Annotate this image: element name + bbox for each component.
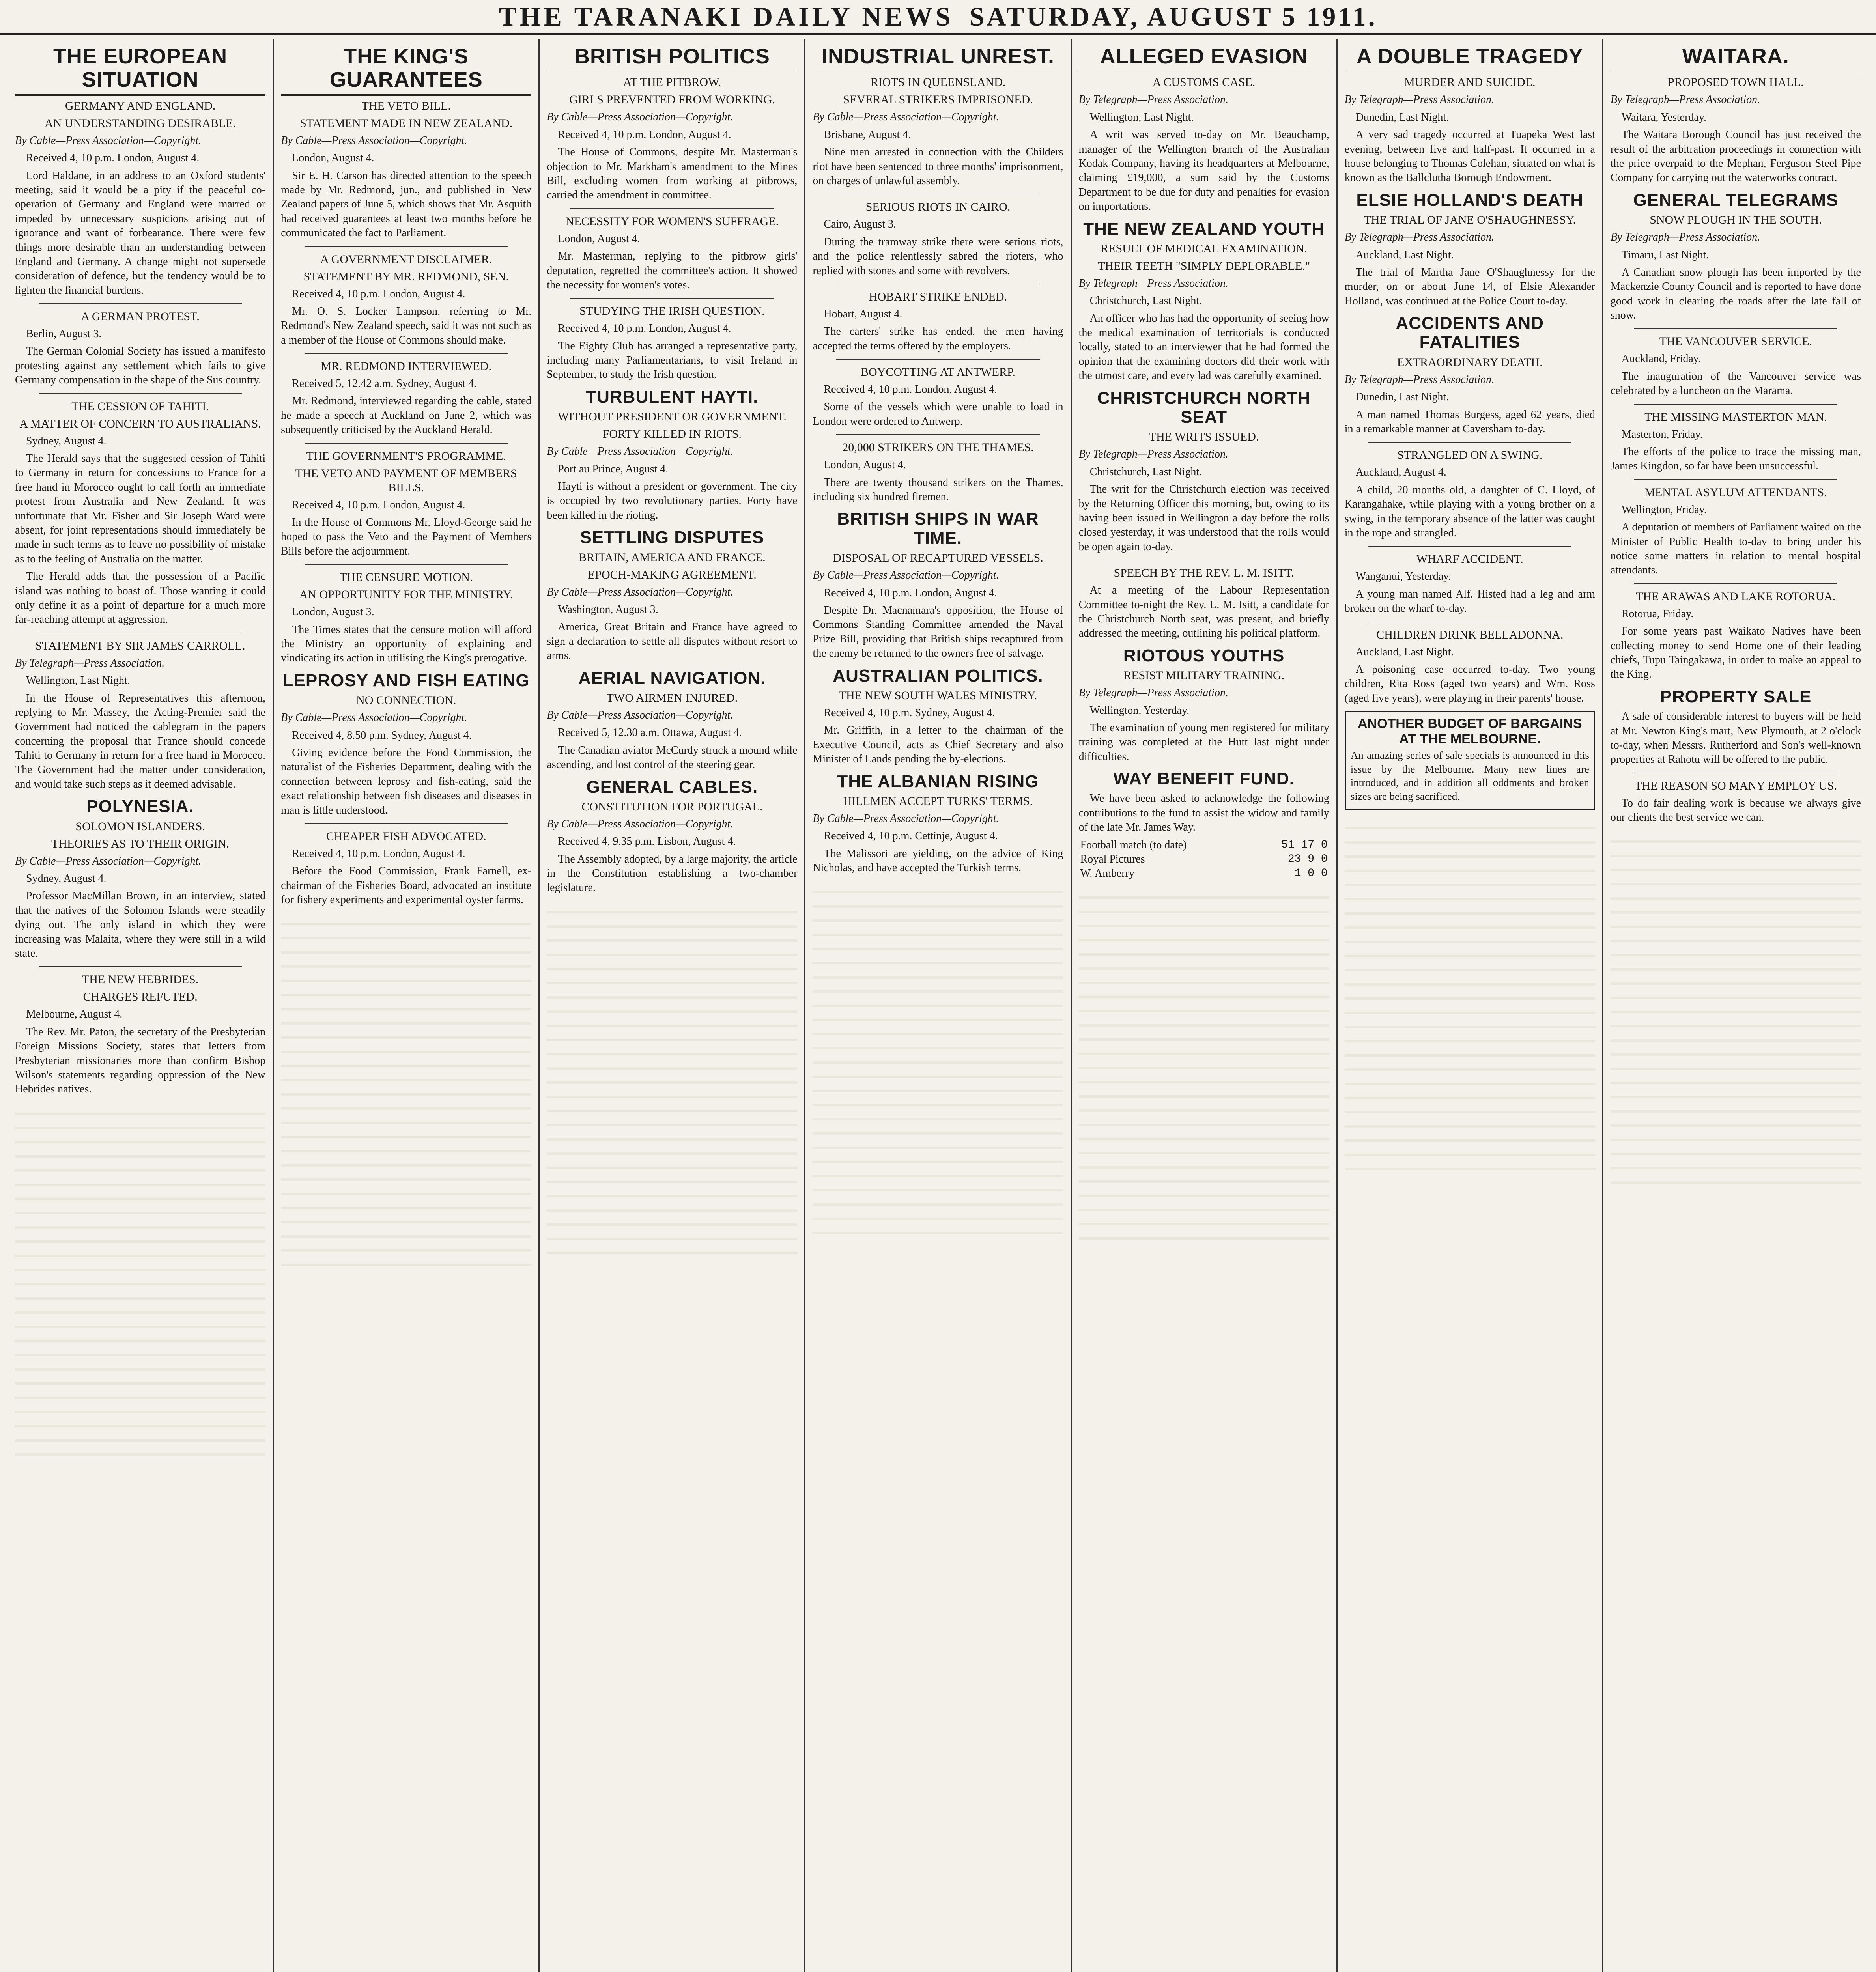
column-3 — [540, 39, 805, 1972]
article-subheading: THE WRITS ISSUED. — [1149, 430, 1259, 444]
article-paragraph: London, August 4. — [292, 152, 374, 164]
article-subheading: MR. REDMOND INTERVIEWED. — [321, 360, 491, 373]
article-subheading: THE VETO AND PAYMENT OF MEMBERS BILLS. — [295, 467, 517, 494]
article — [1611, 404, 1861, 474]
article-subheading: THE NEW HEBRIDES. — [82, 973, 199, 986]
article-headline: BRITISH POLITICS — [547, 45, 797, 72]
article-subheading: SERIOUS RIOTS IN CAIRO. — [865, 200, 1011, 214]
article — [281, 443, 531, 559]
article-paragraph: London, August 3. — [292, 606, 374, 618]
article-headline: ACCIDENTS AND FATALITIES — [1396, 314, 1544, 352]
article-byline: By Telegraph—Press Association. — [1344, 93, 1495, 106]
article — [1611, 45, 1861, 185]
article-paragraph: The Assembly adopted, by a large majority, the article in the Constitution establishing a two-chamber legislature. — [547, 853, 798, 894]
article-paragraph: A young man named Alf. Histed had a leg and arm broken on the wharf to-day. — [1344, 588, 1595, 615]
article-headline: WAY BENEFIT FUND. — [1113, 769, 1295, 789]
article — [281, 671, 531, 818]
article-paragraph: Hayti is without a president or government. The city is occupied by two revolutionary parties. Forty have been killed in the rioting. — [547, 480, 798, 521]
article-headline: WAITARA. — [1611, 45, 1861, 72]
article-byline: By Telegraph—Press Association. — [15, 657, 165, 669]
advertisement — [1345, 711, 1595, 810]
article-subheading: STATEMENT MADE IN NEW ZEALAND. — [300, 116, 513, 130]
article-subheading: GIRLS PREVENTED FROM WORKING. — [569, 93, 775, 106]
dense-text-block — [547, 899, 797, 1254]
article-paragraph: Wellington, Last Night. — [1089, 111, 1194, 123]
article-paragraph: Melbourne, August 4. — [26, 1008, 123, 1021]
article-headline: THE KING'S GUARANTEES — [281, 45, 531, 96]
article — [15, 303, 265, 388]
article — [15, 633, 265, 792]
column-1 — [8, 39, 274, 1972]
article-paragraph: London, August 4. — [824, 459, 906, 471]
article — [1611, 191, 1861, 323]
article-subheading: DISPOSAL OF RECAPTURED VESSELS. — [833, 551, 1043, 565]
column-2 — [274, 39, 540, 1972]
article-paragraph: Lord Haldane, in an address to an Oxford students' meeting, said it would be a pity if the peaceful co-operation of Germany and England were marred or impeded by unnecessary suspicions arising out of ignorance and want of forbearance. There were few things more desirable than an understanding between England and Germany. A change might not supersede consideration of defence, but the tendency would be to lighten the financial burdens. — [15, 169, 266, 297]
article-subheading: SNOW PLOUGH IN THE SOUTH. — [1650, 213, 1822, 227]
article — [1611, 773, 1861, 825]
article-headline: TURBULENT HAYTI. — [586, 387, 759, 407]
table-row — [1079, 852, 1329, 866]
article-paragraph: Auckland, Last Night. — [1355, 646, 1454, 658]
article-paragraph: The writ for the Christchurch election was received by the Returning Officer this morning, but, owing to its having been issued in Wellington a day before the rolls closed yesterday, it was understood that the rolls would be open again to-day. — [1078, 483, 1329, 553]
article-paragraph: Washington, August 3. — [558, 603, 658, 616]
section-divider — [1368, 546, 1571, 547]
article-headline: THE EUROPEAN SITUATION — [15, 45, 265, 96]
article — [15, 797, 265, 961]
article-subheading: A GOVERNMENT DISCLAIMER. — [320, 252, 492, 266]
section-divider — [305, 246, 508, 247]
article-paragraph: To do fair dealing work is because we always give our clients the best service we can. — [1610, 797, 1861, 824]
article-subheading: STRANGLED ON A SWING. — [1397, 448, 1543, 462]
article-subheading: THE VANCOUVER SERVICE. — [1659, 335, 1812, 348]
article-paragraph: Wellington, Yesterday. — [1089, 704, 1190, 717]
article — [813, 194, 1063, 278]
article — [15, 393, 265, 627]
article — [281, 246, 531, 348]
article-paragraph: A poisoning case occurred to-day. Two young children, Rita Ross (aged two years) and Wm. Ross (aged five years), were playing in their parents' house. — [1344, 663, 1595, 704]
article-paragraph: Received 4, 10 p.m. London, August 4. — [292, 288, 465, 300]
article — [1345, 442, 1595, 540]
article-paragraph: A deputation of members of Parliament waited on the Minister of Public Health to-day to bring under his notice some matters in relation to mental hospital attendants. — [1610, 521, 1861, 577]
article-subheading: HILLMEN ACCEPT TURKS' TERMS. — [843, 794, 1033, 808]
article-paragraph: Mr. Masterman, replying to the pitbrow girls' deputation, regretted the committee's action. It showed the necessity for women's votes. — [547, 250, 798, 291]
article — [813, 45, 1063, 188]
article-subheading: THE MISSING MASTERTON MAN. — [1644, 410, 1827, 424]
article-paragraph: Giving evidence before the Food Commission, the naturalist of the Fisheries Department, dealing with the connection between leprosy and fish-eating, said the exact relationship between fish diseases and diseases in man is little understood. — [281, 746, 532, 816]
article-subheading: THE TRIAL OF JANE O'SHAUGHNESSY. — [1364, 213, 1576, 227]
article — [281, 45, 531, 241]
fund-amount: 51 17 0 — [1281, 839, 1328, 852]
article-paragraph: An officer who has had the opportunity of seeing how the medical examination of territorials is conducted locally, stated to an interviewer that he had formed the opinion that the examining doctors did their work with the utmost care, and every lad was carefully examined. — [1078, 312, 1329, 382]
table-row — [1079, 838, 1329, 852]
article-paragraph: The Canadian aviator McCurdy struck a mound while ascending, and lost control of the steering gear. — [547, 744, 798, 771]
article-headline: BRITISH SHIPS IN WAR TIME. — [837, 509, 1039, 548]
article-paragraph: Timaru, Last Night. — [1621, 248, 1709, 261]
article-paragraph: Received 4, 9.35 p.m. Lisbon, August 4. — [558, 835, 736, 848]
article — [813, 667, 1063, 767]
article-paragraph: A sale of considerable interest to buyers will be held at Mr. Newton King's mart, New Plymouth, at 2 o'clock to-day, when Messrs. Rutherford and Son's well-known properties at Rahotu will be offered to the public. — [1610, 710, 1861, 766]
article-subheading: AN OPPORTUNITY FOR THE MINISTRY. — [299, 588, 513, 601]
article — [1345, 45, 1595, 185]
article-subheading: STATEMENT BY SIR JAMES CARROLL. — [35, 639, 245, 652]
column-7 — [1603, 39, 1868, 1972]
article-paragraph: Hobart, August 4. — [824, 308, 902, 320]
article-byline: By Telegraph—Press Association. — [1610, 93, 1760, 106]
article-subheading: TWO AIRMEN INJURED. — [606, 691, 738, 704]
fund-amount: 23 9 0 — [1287, 853, 1328, 866]
dense-text-block — [15, 1101, 265, 1456]
article — [281, 823, 531, 908]
fund-table — [1079, 838, 1329, 881]
article-subheading: THE CENSURE MOTION. — [339, 571, 473, 584]
section-divider — [570, 298, 774, 299]
article-byline: By Telegraph—Press Association. — [1344, 231, 1495, 244]
article-paragraph: Received 4, 10 p.m. London, August 4. — [292, 499, 465, 511]
article — [813, 284, 1063, 353]
article-subheading: THEIR TEETH "SIMPLY DEPLORABLE." — [1098, 259, 1310, 273]
section-divider — [305, 443, 508, 444]
article-paragraph: Some of the vessels which were unable to load in London were ordered to Antwerp. — [813, 401, 1063, 428]
section-divider — [1634, 583, 1837, 584]
article — [1079, 389, 1329, 555]
article-paragraph: Dunedin, Last Night. — [1355, 111, 1449, 123]
article-subheading: FORTY KILLED IN RIOTS. — [602, 428, 742, 441]
section-divider — [1634, 479, 1837, 480]
article-byline: By Cable—Press Association—Copyright. — [547, 586, 733, 598]
article-byline: By Telegraph—Press Association. — [1078, 277, 1228, 289]
article-subheading: THE REASON SO MANY EMPLOY US. — [1635, 779, 1837, 792]
article-paragraph: Received 4, 10 p.m. Sydney, August 4. — [824, 706, 995, 719]
article-paragraph: Mr. Redmond, interviewed regarding the cable, stated he made a speech at Auckland on June 2, which was subsequently criticised by the Auckland Herald. — [281, 395, 532, 436]
section-divider — [1368, 442, 1571, 443]
article-byline: By Cable—Press Association—Copyright. — [813, 111, 999, 123]
article — [547, 669, 797, 772]
section-divider — [836, 434, 1039, 435]
article-subheading: CONSTITUTION FOR PORTUGAL. — [581, 800, 763, 813]
section-divider — [305, 823, 508, 824]
article-subheading: THE ARAWAS AND LAKE ROTORUA. — [1636, 590, 1836, 603]
page-columns — [8, 39, 1868, 1972]
section-divider — [39, 393, 242, 394]
article-subheading: A GERMAN PROTEST. — [81, 310, 200, 323]
article-paragraph: Received 4, 8.50 p.m. Sydney, August 4. — [292, 729, 472, 741]
article-subheading: SEVERAL STRIKERS IMPRISONED. — [843, 93, 1033, 106]
article-paragraph: Received 4, 10 p.m. Cettinje, August 4. — [824, 830, 998, 842]
column-4 — [805, 39, 1071, 1972]
article-byline: By Cable—Press Association—Copyright. — [281, 711, 467, 724]
column-6 — [1338, 39, 1603, 1972]
fund-contributor: Royal Pictures — [1080, 853, 1145, 865]
article-subheading: RESULT OF MEDICAL EXAMINATION. — [1101, 242, 1308, 255]
article-subheading: WHARF ACCIDENT. — [1416, 553, 1523, 566]
article-paragraph: Professor MacMillan Brown, in an interview, stated that the natives of the Solomon Islands were steadily dying out. The only island in which they were increasing was Malaita, where they were still in a wild state. — [15, 890, 266, 960]
section-divider — [305, 564, 508, 565]
table-row — [1079, 866, 1329, 881]
article-byline: By Telegraph—Press Association. — [1610, 231, 1760, 244]
article — [813, 510, 1063, 661]
article-paragraph: The Rev. Mr. Paton, the secretary of the Presbyterian Foreign Missions Society, states that letters from Presbyterian missionaries more than confirm Bishop Wilson's statements regarding oppression of the New Hebrides natives. — [15, 1025, 266, 1096]
article — [1079, 646, 1329, 764]
article-subheading: EPOCH-MAKING AGREEMENT. — [587, 568, 757, 581]
article — [547, 208, 797, 293]
article-paragraph: During the tramway strike there were serious riots, and the police relentlessly sabred the rioters, who replied with stones and some with revolvers. — [813, 235, 1063, 277]
article-paragraph: Mr. O. S. Locker Lampson, referring to Mr. Redmond's New Zealand speech, said it was not such as a member of the House of Commons should make. — [281, 305, 532, 346]
article-paragraph: Received 5, 12.30 a.m. Ottawa, August 4. — [558, 726, 742, 739]
article-subheading: THE VETO BILL. — [361, 99, 451, 112]
article-headline: AERIAL NAVIGATION. — [578, 668, 766, 688]
article-byline: By Telegraph—Press Association. — [1078, 687, 1228, 699]
article-subheading: AT THE PITBROW. — [623, 76, 721, 89]
article-paragraph: Received 4, 10 p.m. London, August 4. — [558, 128, 731, 141]
article-paragraph: Auckland, August 4. — [1355, 466, 1446, 479]
article-headline: AUSTRALIAN POLITICS. — [833, 666, 1043, 685]
article-byline: By Cable—Press Association—Copyright. — [547, 445, 733, 458]
article-paragraph: Mr. Griffith, in a letter to the chairman of the Executive Council, acts as Chief Secretary and also Minister of Lands pending the by-elections. — [813, 724, 1063, 766]
article-paragraph: The efforts of the police to trace the missing man, James Kingdon, so far have been unsuccessful. — [1610, 446, 1861, 472]
article — [813, 359, 1063, 429]
article-paragraph: For some years past Waikato Natives have been collecting money to send Home one of their leading chiefs, Tupu Taingakawa, in order to make an appeal to the King. — [1610, 625, 1861, 681]
article-byline: By Cable—Press Association—Copyright. — [15, 855, 202, 867]
article-paragraph: Christchurch, Last Night. — [1089, 465, 1202, 478]
article-paragraph: The German Colonial Society has issued a manifesto protesting against any settlement which fails to give Germany compensation in the shape of the Sus country. — [15, 345, 266, 387]
article-headline: THE ALBANIAN RISING — [837, 771, 1039, 791]
article-paragraph: Berlin, August 3. — [26, 328, 102, 340]
article-subheading: PROPOSED TOWN HALL. — [1668, 76, 1804, 89]
article — [547, 45, 797, 203]
article-paragraph: Wellington, Last Night. — [26, 674, 130, 687]
article-headline: CHRISTCHURCH NORTH SEAT — [1097, 388, 1311, 427]
article-byline: By Cable—Press Association—Copyright. — [547, 709, 733, 721]
section-divider — [836, 359, 1039, 360]
article-paragraph: Port au Prince, August 4. — [558, 463, 669, 475]
article-subheading: WITHOUT PRESIDENT OR GOVERNMENT. — [557, 410, 787, 424]
article-paragraph: The Herald says that the suggested cession of Tahiti to Germany in return for concessions to France for a free hand in Morocco ought to call forth an immediate protest from Australia and New Zealand. It was unfortunate that Mr. Fisher and Sir Joseph Ward were absent, for joint representations should immediately be made in such terms as to leave no possibility of mistake as to the feeling of Australia on the matter. — [15, 452, 266, 565]
article-byline: By Telegraph—Press Association. — [1078, 448, 1228, 461]
article-paragraph: Received 4, 10 p.m. London, August 4. — [26, 152, 200, 164]
article-paragraph: The Times states that the censure motion will afford the Ministry an opportunity of explaining and vindicating its action in utilising the King's prerogative. — [281, 623, 532, 665]
article-paragraph: A Canadian snow plough has been imported by the Mackenzie County Council and is reported to have done good work in clearing the roads after the late fall of snow. — [1610, 266, 1861, 322]
section-divider — [39, 303, 242, 304]
dense-text-block — [281, 911, 531, 1266]
article-paragraph: Received 4, 10 p.m. London, August 4. — [824, 586, 997, 599]
article-subheading: RESIST MILITARY TRAINING. — [1123, 669, 1285, 682]
article-paragraph: The House of Commons, despite Mr. Masterman's objection to Mr. Markham's amendment to the Mines Bill, excluding women from working at pitbrows, carried the amendment in committee. — [547, 146, 798, 202]
article-headline: GENERAL CABLES. — [586, 777, 758, 797]
article-subheading: MURDER AND SUICIDE. — [1404, 76, 1536, 89]
article — [15, 45, 265, 298]
article-subheading: THE CESSION OF TAHITI. — [71, 400, 209, 413]
article — [281, 353, 531, 437]
column-5 — [1072, 39, 1338, 1972]
article — [1079, 769, 1329, 835]
article-paragraph: We have been asked to acknowledge the following contributions to the fund to assist the widow and family of the late Mr. James Way. — [1078, 792, 1329, 834]
article-subheading: NO CONNECTION. — [356, 694, 456, 707]
article-byline: By Cable—Press Association—Copyright. — [813, 812, 999, 825]
article-paragraph: A writ was served to-day on Mr. Beauchamp, manager of the Wellington branch of the Australian Kodak Company, having its headquarters at Melbourne, claiming £19,000, a sum said by the Customs Department to be due for duty and penalties for evasion on importations. — [1078, 129, 1329, 213]
article-paragraph: A very sad tragedy occurred at Tuapeka West last evening, between five and half-past. It occurred in a house belonging to Thomas Colehan, situated on what is known as the Ballclutha Borough Endowment. — [1344, 129, 1595, 184]
article-byline: By Cable—Press Association—Copyright. — [281, 134, 467, 147]
article-paragraph: The Waitara Borough Council has just received the result of the arbitration proceedings in connection with the price overpaid to the Mephan, Ferguson Steel Pipe Company for carrying out the waterworks contract. — [1610, 129, 1861, 184]
fund-amount: 1 0 0 — [1294, 867, 1328, 880]
article-headline: A DOUBLE TRAGEDY — [1345, 45, 1595, 72]
article-paragraph: In the House of Commons Mr. Lloyd-George said he hoped to pass the Veto and the Payment of Members Bills before the adjournment. — [281, 516, 532, 557]
article — [15, 966, 265, 1096]
article-paragraph: The trial of Martha Jane O'Shaughnessy for the murder, on or about June 14, of Elsie Alexander Holland, was continued at the Police Court to-day. — [1344, 266, 1595, 307]
article-subheading: GERMANY AND ENGLAND. — [65, 99, 216, 112]
article-paragraph: Rotorua, Friday. — [1621, 607, 1694, 620]
article — [813, 434, 1063, 504]
article-subheading: CHARGES REFUTED. — [83, 990, 198, 1004]
article-headline: RIOTOUS YOUTHS — [1123, 646, 1285, 665]
article-paragraph: Auckland, Last Night. — [1355, 248, 1454, 261]
article-byline: By Cable—Press Association—Copyright. — [547, 818, 733, 830]
article-paragraph: Waitara, Yesterday. — [1621, 111, 1707, 123]
article-subheading: SPEECH BY THE REV. L. M. ISITT. — [1114, 566, 1294, 580]
article-paragraph: The Eighty Club has arranged a representative party, including many Parliamentarians, to visit Ireland in September, to study the Irish question. — [547, 340, 798, 381]
article-paragraph: A man named Thomas Burgess, aged 62 years, died in a remarkable manner at Caversham to-day. — [1344, 408, 1595, 435]
section-divider — [570, 208, 774, 209]
article-paragraph: Cairo, August 3. — [824, 218, 896, 231]
article — [1079, 220, 1329, 383]
dense-text-block — [1079, 885, 1329, 1240]
article — [1345, 314, 1595, 436]
article-subheading: STUDYING THE IRISH QUESTION. — [579, 304, 765, 318]
article-paragraph: Received 4, 10 p.m. London, August 4. — [824, 383, 997, 396]
article-subheading: THE GOVERNMENT'S PROGRAMME. — [306, 449, 506, 463]
article-subheading: BRITAIN, AMERICA AND FRANCE. — [579, 551, 766, 564]
article-paragraph: Sir E. H. Carson has directed attention to the speech made by Mr. Redmond, jun., and published in New Zealand papers of June 5, which shows that Mr. Asquith had received guarantees at least two months before he communicated the fact to Parliament. — [281, 169, 532, 239]
article-subheading: MENTAL ASYLUM ATTENDANTS. — [1644, 486, 1827, 499]
article-paragraph: A child, 20 months old, a daughter of C. Lloyd, of Karangahake, while playing with a young brother on a swing, in the temporary absence of the latter was caught in the rope and strangled. — [1344, 484, 1595, 539]
article-subheading: HOBART STRIKE ENDED. — [869, 290, 1007, 303]
article-byline: By Telegraph—Press Association. — [1344, 373, 1495, 386]
article-paragraph: Sydney, August 4. — [26, 435, 107, 447]
article-subheading: A CUSTOMS CASE. — [1152, 76, 1256, 89]
article-paragraph: Dunedin, Last Night. — [1355, 391, 1449, 403]
fund-contributor: W. Amberry — [1080, 867, 1134, 880]
article-byline: By Telegraph—Press Association. — [1078, 93, 1228, 106]
article-subheading: NECESSITY FOR WOMEN'S SUFFRAGE. — [565, 215, 779, 228]
article — [1611, 583, 1861, 682]
article-paragraph: The inauguration of the Vancouver service was celebrated by a luncheon on the Marama. — [1610, 370, 1861, 397]
article-headline: PROPERTY SALE — [1660, 687, 1812, 706]
article-subheading: SOLOMON ISLANDERS. — [75, 820, 205, 833]
dense-text-block — [1611, 829, 1861, 1184]
article-paragraph: America, Great Britain and France have agreed to sign a declaration to settle all disputes without resort to arms. — [547, 621, 798, 662]
issue-date: SATURDAY, AUGUST 5 1911. — [969, 1, 1377, 32]
ad-title: ANOTHER BUDGET OF BARGAINS AT THE MELBOURNE. — [1357, 716, 1582, 747]
article-paragraph: Wellington, Friday. — [1621, 503, 1707, 516]
article — [1345, 546, 1595, 616]
article — [1079, 45, 1329, 214]
article-subheading: EXTRAORDINARY DEATH. — [1397, 355, 1543, 369]
article — [1345, 622, 1595, 706]
masthead — [0, 0, 1876, 35]
article-paragraph: Christchurch, Last Night. — [1089, 295, 1202, 307]
dense-text-block — [1345, 815, 1595, 1170]
article-paragraph: Received 5, 12.42 a.m. Sydney, August 4. — [292, 377, 477, 390]
article-headline: GENERAL TELEGRAMS — [1633, 190, 1839, 210]
article-paragraph: Sydney, August 4. — [26, 872, 107, 885]
article-paragraph: Received 4, 10 p.m. London, August 4. — [292, 847, 465, 860]
article-byline: By Cable—Press Association—Copyright. — [15, 134, 202, 147]
article-paragraph: Masterton, Friday. — [1621, 428, 1703, 441]
article-paragraph: The examination of young men registered for military training was completed at the Hutt last night under difficulties. — [1078, 721, 1329, 763]
section-divider — [305, 353, 508, 354]
article-headline: ELSIE HOLLAND'S DEATH — [1356, 190, 1584, 210]
article-headline: LEPROSY AND FISH EATING — [282, 670, 530, 690]
article-headline: INDUSTRIAL UNREST. — [813, 45, 1063, 72]
dense-text-block — [813, 879, 1063, 1234]
article — [1079, 560, 1329, 641]
fund-contributor: Football match (to date) — [1080, 838, 1187, 851]
article — [1611, 328, 1861, 398]
article-paragraph: In the House of Representatives this afternoon, replying to Mr. Massey, the Acting-Premier said the Government had noticed the cablegram in the papers concerning the proposal that France should concede Tahiti to Germany in return for a free hand in Morocco. The Government had the matter under consideration, and would take such steps as it deemed advisable. — [15, 692, 266, 790]
article-byline: By Cable—Press Association—Copyright. — [547, 111, 733, 123]
article-paragraph: Received 4, 10 p.m. London, August 4. — [558, 322, 731, 335]
article-subheading: 20,000 STRIKERS ON THE THAMES. — [842, 441, 1034, 454]
section-divider — [1634, 404, 1837, 405]
article-paragraph: Before the Food Commission, Frank Farnell, ex-chairman of the Fisheries Board, advocated an institute for fishery experiments and experimental oyster farms. — [281, 865, 532, 906]
article-byline: By Cable—Press Association—Copyright. — [813, 569, 999, 582]
article-subheading: A MATTER OF CONCERN TO AUSTRALIANS. — [19, 417, 261, 430]
article-subheading: THE NEW SOUTH WALES MINISTRY. — [839, 689, 1037, 702]
article-subheading: RIOTS IN QUEENSLAND. — [870, 76, 1006, 89]
article-paragraph: Brisbane, August 4. — [824, 128, 911, 141]
article-headline: SETTLING DISPUTES — [580, 528, 764, 547]
article-paragraph: There are twenty thousand strikers on the Thames, including six hundred firemen. — [813, 476, 1063, 503]
ad-text: An amazing series of sale specials is announced in this issue by the Melbourne. Many new lines are introduced, and in addition all oddments and broken sizes are being sacrificed. — [1350, 749, 1589, 802]
article-headline: POLYNESIA. — [86, 797, 194, 816]
article-paragraph: The Herald adds that the possession of a Pacific island was nothing to boast of. Those wanting it could only define it as a point of departure for a much more far-reaching attempt at aggression. — [15, 570, 266, 626]
article-subheading: CHILDREN DRINK BELLADONNA. — [1376, 628, 1564, 641]
article-paragraph: Nine men arrested in connection with the Childers riot have been sentenced to three months' imprisonment, on charges of unlawful assembly. — [813, 146, 1063, 187]
article-paragraph: The Malissori are yielding, on the advice of King Nicholas, and have accepted the Turkish terms. — [813, 847, 1063, 874]
article-subheading: THEORIES AS TO THEIR ORIGIN. — [51, 837, 229, 850]
article — [547, 388, 797, 523]
article-paragraph: The carters' strike has ended, the men having accepted the terms offered by the employers. — [813, 325, 1063, 352]
article — [547, 528, 797, 663]
article — [547, 298, 797, 382]
article-subheading: CHEAPER FISH ADVOCATED. — [326, 829, 486, 843]
article-paragraph: Despite Dr. Macnamara's opposition, the House of Commons Standing Committee amended the Naval Prize Bill, providing that British ships recaptured from the enemy be returned to the owners free of salvage. — [813, 604, 1063, 660]
article — [1611, 687, 1861, 767]
section-divider — [1634, 328, 1837, 329]
section-divider — [39, 966, 242, 967]
article-paragraph: Wanganui, Yesterday. — [1355, 570, 1451, 583]
article-subheading: BOYCOTTING AT ANTWERP. — [861, 366, 1015, 379]
article-subheading: AN UNDERSTANDING DESIRABLE. — [45, 116, 236, 130]
article — [1345, 191, 1595, 308]
article — [1611, 479, 1861, 578]
article-headline: THE NEW ZEALAND YOUTH — [1083, 219, 1325, 239]
newspaper-title: THE TARANAKI DAILY NEWS — [499, 1, 954, 32]
article-subheading: STATEMENT BY MR. REDMOND, SEN. — [303, 270, 509, 283]
article-paragraph: Auckland, Friday. — [1621, 353, 1701, 365]
article — [281, 564, 531, 666]
article — [547, 778, 797, 895]
article — [813, 772, 1063, 876]
article-paragraph: London, August 4. — [558, 232, 640, 245]
article-headline: ALLEGED EVASION — [1079, 45, 1329, 72]
article-paragraph: At a meeting of the Labour Representation Committee to-night the Rev. L. M. Isitt, a candidate for the Christchurch North seat, was present, and briefly addressed the meeting, outlining his political platform. — [1078, 584, 1329, 640]
